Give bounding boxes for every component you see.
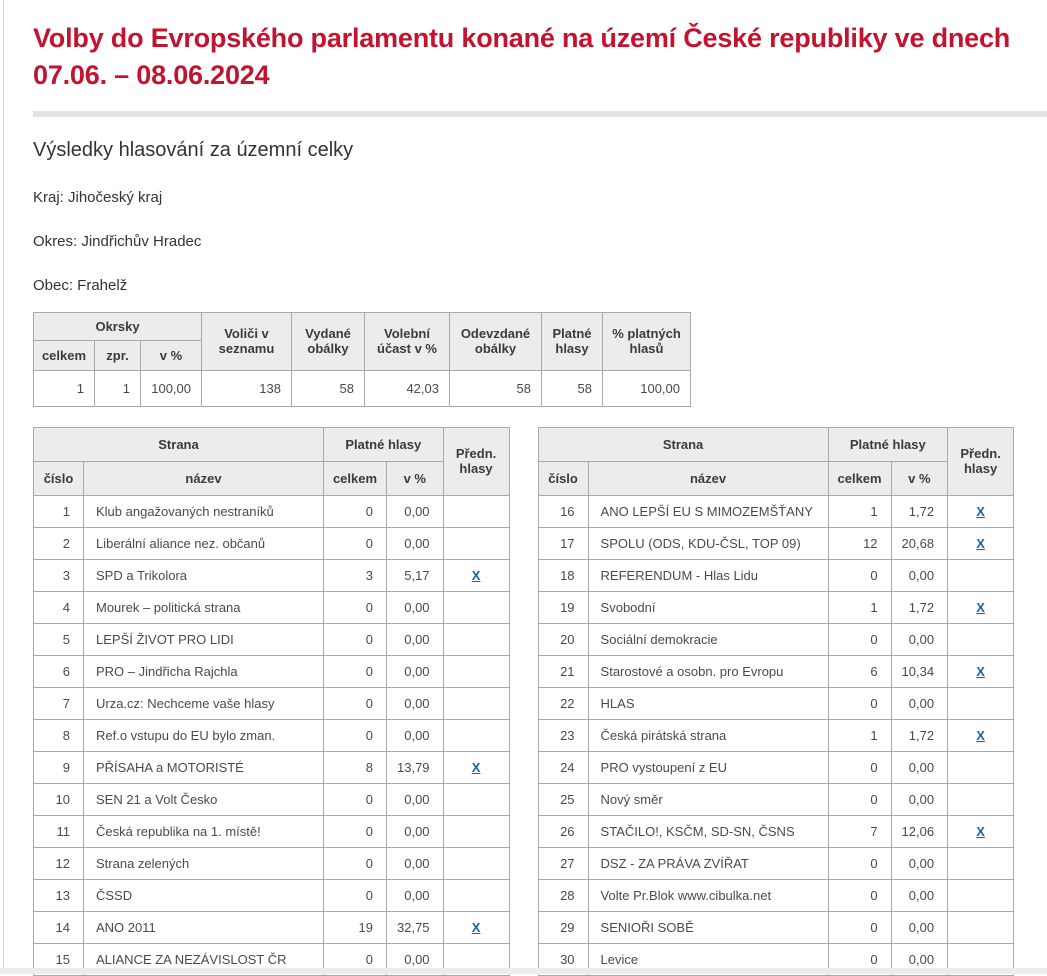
- cell-party-name: PRO – Jindřicha Rajchla: [84, 655, 324, 687]
- preferential-votes-link[interactable]: X: [976, 663, 985, 679]
- table-row: [538, 847, 1014, 879]
- cell-preferential-votes: [443, 719, 509, 751]
- cell-votes-percent: 0,00: [387, 879, 444, 911]
- cell-votes-percent: 0,00: [387, 527, 444, 559]
- cell-votes-total: 0: [828, 783, 891, 815]
- cell-party-number: 18: [538, 559, 588, 591]
- cell-preferential-votes: [948, 655, 1014, 687]
- cell-votes-percent: 0,00: [387, 623, 444, 655]
- cell-party-number: 9: [34, 751, 84, 783]
- page-title-line2: 07.06. – 08.06.2024: [33, 60, 270, 91]
- cell-votes-total: 0: [828, 623, 891, 655]
- cell-preferential-votes: [443, 815, 509, 847]
- cell-votes-total: 0: [324, 591, 387, 623]
- cell-odevzdane-obalky: 58: [450, 370, 542, 406]
- cell-party-number: 1: [34, 495, 84, 527]
- cell-votes-percent: 32,75: [387, 911, 444, 943]
- table-row: [538, 623, 1014, 655]
- col-header-celkem: celkem: [828, 461, 891, 495]
- cell-party-name: DSZ - ZA PRÁVA ZVÍŘAT: [588, 847, 828, 879]
- cell-preferential-votes: [948, 559, 1014, 591]
- preferential-votes-link[interactable]: X: [976, 535, 985, 551]
- cell-votes-total: 0: [324, 943, 387, 975]
- cell-votes-total: 6: [828, 655, 891, 687]
- cell-party-number: 11: [34, 815, 84, 847]
- cell-votes-percent: 0,00: [387, 655, 444, 687]
- cell-volici-v-seznamu: 138: [202, 370, 292, 406]
- table-row: [34, 815, 510, 847]
- summary-row: [34, 370, 691, 406]
- cell-volebni-ucast: 42,03: [365, 370, 450, 406]
- table-row: [538, 783, 1014, 815]
- cell-votes-percent: 0,00: [891, 751, 948, 783]
- cell-votes-total: 0: [828, 559, 891, 591]
- cell-votes-total: 0: [828, 687, 891, 719]
- cell-party-number: 24: [538, 751, 588, 783]
- cell-party-number: 3: [34, 559, 84, 591]
- cell-party-name: Klub angažovaných nestraníků: [84, 495, 324, 527]
- preferential-votes-link[interactable]: X: [471, 567, 481, 583]
- col-header-v-pct: v %: [891, 461, 948, 495]
- cell-party-name: Urza.cz: Nechceme vaše hlasy: [84, 687, 324, 719]
- cell-votes-total: 0: [828, 847, 891, 879]
- cell-preferential-votes: [443, 687, 509, 719]
- cell-votes-total: 0: [324, 623, 387, 655]
- cell-party-name: REFERENDUM - Hlas Lidu: [588, 559, 828, 591]
- cell-party-number: 7: [34, 687, 84, 719]
- table-row: [538, 527, 1014, 559]
- col-header-platne-hlasy: Platné hlasy: [828, 427, 948, 461]
- page-edge-bottom-decoration: [0, 968, 1047, 974]
- cell-votes-total: 12: [828, 527, 891, 559]
- cell-party-number: 26: [538, 815, 588, 847]
- table-row: [34, 879, 510, 911]
- cell-party-name: Sociální demokracie: [588, 623, 828, 655]
- cell-preferential-votes: [443, 495, 509, 527]
- cell-party-name: SEN 21 a Volt Česko: [84, 783, 324, 815]
- cell-preferential-votes: [948, 847, 1014, 879]
- cell-votes-total: 1: [828, 591, 891, 623]
- table-row: [538, 559, 1014, 591]
- col-header-pct-platnych-hlasu: % platných hlasů: [603, 312, 691, 370]
- cell-votes-total: 0: [324, 783, 387, 815]
- cell-votes-total: 0: [324, 879, 387, 911]
- table-row: [34, 847, 510, 879]
- cell-votes-percent: 12,06: [891, 815, 948, 847]
- cell-preferential-votes: [948, 495, 1014, 527]
- cell-preferential-votes: [443, 655, 509, 687]
- cell-party-name: Liberální aliance nez. občanů: [84, 527, 324, 559]
- cell-preferential-votes: [443, 879, 509, 911]
- cell-votes-total: 1: [828, 719, 891, 751]
- cell-votes-percent: 0,00: [891, 623, 948, 655]
- cell-pct-platnych-hlasu: 100,00: [603, 370, 691, 406]
- cell-preferential-votes: [948, 879, 1014, 911]
- cell-preferential-votes: [443, 623, 509, 655]
- cell-votes-percent: 1,72: [891, 591, 948, 623]
- region-okres: Okres: Jindřichův Hradec: [33, 232, 202, 250]
- cell-party-number: 19: [538, 591, 588, 623]
- table-row: [538, 719, 1014, 751]
- region-kraj: Kraj: Jihočeský kraj: [33, 188, 163, 206]
- cell-party-name: STAČILO!, KSČM, SD-SN, ČSNS: [588, 815, 828, 847]
- table-row: [538, 591, 1014, 623]
- cell-preferential-votes: [443, 751, 509, 783]
- table-row: [34, 783, 510, 815]
- col-header-volici-v-seznamu: Voliči v seznamu: [202, 312, 292, 370]
- cell-votes-total: 0: [828, 879, 891, 911]
- page-title: [33, 20, 1047, 95]
- cell-party-name: PŘÍSAHA a MOTORISTÉ: [84, 751, 324, 783]
- cell-party-name: SENIOŘI SOBĚ: [588, 911, 828, 943]
- cell-party-name: Ref.o vstupu do EU bylo zman.: [84, 719, 324, 751]
- cell-party-number: 23: [538, 719, 588, 751]
- col-header-okrsky-zpr: zpr.: [95, 340, 141, 370]
- cell-party-name: ČSSD: [84, 879, 324, 911]
- cell-platne-hlasy: 58: [542, 370, 603, 406]
- cell-party-name: Strana zelených: [84, 847, 324, 879]
- cell-party-name: LEPŠÍ ŽIVOT PRO LIDI: [84, 623, 324, 655]
- table-row: [34, 495, 510, 527]
- col-header-v-pct: v %: [387, 461, 444, 495]
- cell-votes-percent: 20,68: [891, 527, 948, 559]
- cell-party-number: 2: [34, 527, 84, 559]
- col-header-nazev: název: [84, 461, 324, 495]
- cell-votes-total: 0: [828, 911, 891, 943]
- col-header-odevzdane-obalky: Odevzdané obálky: [450, 312, 542, 370]
- cell-preferential-votes: [948, 783, 1014, 815]
- col-header-strana: Strana: [538, 427, 828, 461]
- col-header-predn-hlasy: Předn. hlasy: [948, 427, 1014, 495]
- table-row: [538, 879, 1014, 911]
- col-header-celkem: celkem: [324, 461, 387, 495]
- cell-votes-percent: 0,00: [387, 495, 444, 527]
- cell-preferential-votes: [948, 527, 1014, 559]
- cell-votes-percent: 0,00: [387, 847, 444, 879]
- cell-votes-percent: 10,34: [891, 655, 948, 687]
- cell-party-name: Česká pirátská strana: [588, 719, 828, 751]
- cell-party-number: 29: [538, 911, 588, 943]
- cell-party-number: 30: [538, 943, 588, 975]
- cell-party-name: Nový směr: [588, 783, 828, 815]
- table-row: [538, 815, 1014, 847]
- cell-party-name: Mourek – politická strana: [84, 591, 324, 623]
- cell-votes-total: 0: [324, 687, 387, 719]
- cell-preferential-votes: [948, 591, 1014, 623]
- cell-party-number: 4: [34, 591, 84, 623]
- col-header-cislo: číslo: [538, 461, 588, 495]
- cell-okrsky-zpr: 1: [95, 370, 141, 406]
- cell-votes-total: 19: [324, 911, 387, 943]
- cell-party-number: 21: [538, 655, 588, 687]
- table-row: [34, 559, 510, 591]
- cell-party-number: 16: [538, 495, 588, 527]
- cell-party-name: ALIANCE ZA NEZÁVISLOST ČR: [84, 943, 324, 975]
- cell-votes-total: 0: [324, 719, 387, 751]
- preferential-votes-link[interactable]: X: [976, 823, 985, 839]
- cell-party-number: 22: [538, 687, 588, 719]
- cell-party-name: HLAS: [588, 687, 828, 719]
- party-table-left: [33, 427, 510, 976]
- table-row: [538, 751, 1014, 783]
- cell-preferential-votes: [948, 687, 1014, 719]
- cell-preferential-votes: [443, 783, 509, 815]
- cell-preferential-votes: [948, 751, 1014, 783]
- cell-votes-total: 8: [324, 751, 387, 783]
- cell-votes-total: 0: [828, 751, 891, 783]
- cell-votes-percent: 0,00: [891, 943, 948, 975]
- table-row: [34, 719, 510, 751]
- col-header-volebni-ucast: Volební účast v %: [365, 312, 450, 370]
- cell-votes-percent: 0,00: [891, 911, 948, 943]
- cell-party-name: Česká republika na 1. místě!: [84, 815, 324, 847]
- summary-table: [33, 312, 691, 407]
- cell-votes-percent: 0,00: [387, 687, 444, 719]
- cell-party-number: 8: [34, 719, 84, 751]
- preferential-votes-link[interactable]: X: [976, 503, 985, 519]
- horizontal-rule: [33, 111, 1047, 117]
- preferential-votes-link[interactable]: X: [976, 727, 985, 743]
- cell-votes-total: 0: [324, 495, 387, 527]
- col-header-okrsky-celkem: celkem: [34, 340, 95, 370]
- cell-preferential-votes: [443, 911, 509, 943]
- cell-preferential-votes: [948, 815, 1014, 847]
- table-row: [538, 655, 1014, 687]
- col-header-okrsky: Okrsky: [34, 312, 202, 340]
- col-header-platne-hlasy: Platné hlasy: [542, 312, 603, 370]
- table-row: [34, 911, 510, 943]
- cell-votes-total: 3: [324, 559, 387, 591]
- table-row: [34, 623, 510, 655]
- cell-party-number: 27: [538, 847, 588, 879]
- cell-party-number: 6: [34, 655, 84, 687]
- cell-votes-total: 0: [324, 527, 387, 559]
- cell-votes-total: 7: [828, 815, 891, 847]
- cell-party-name: SPD a Trikolora: [84, 559, 324, 591]
- preferential-votes-link[interactable]: X: [471, 919, 481, 935]
- cell-votes-percent: 0,00: [387, 815, 444, 847]
- cell-votes-percent: 13,79: [387, 751, 444, 783]
- cell-votes-total: 0: [324, 815, 387, 847]
- cell-party-number: 14: [34, 911, 84, 943]
- cell-preferential-votes: [443, 847, 509, 879]
- cell-preferential-votes: [443, 527, 509, 559]
- col-header-nazev: název: [588, 461, 828, 495]
- party-table-right: [538, 427, 1015, 976]
- cell-votes-percent: 0,00: [891, 559, 948, 591]
- col-header-platne-hlasy: Platné hlasy: [324, 427, 444, 461]
- preferential-votes-link[interactable]: X: [471, 759, 481, 775]
- cell-votes-percent: 1,72: [891, 719, 948, 751]
- col-header-strana: Strana: [34, 427, 324, 461]
- cell-votes-percent: 0,00: [891, 879, 948, 911]
- cell-party-name: SPOLU (ODS, KDU-ČSL, TOP 09): [588, 527, 828, 559]
- cell-party-number: 17: [538, 527, 588, 559]
- cell-preferential-votes: [948, 911, 1014, 943]
- cell-party-name: ANO LEPŠÍ EU S MIMOZEMŠŤANY: [588, 495, 828, 527]
- table-row: [34, 687, 510, 719]
- cell-party-number: 28: [538, 879, 588, 911]
- cell-votes-percent: 5,17: [387, 559, 444, 591]
- region-obec: Obec: Frahelž: [33, 276, 128, 294]
- cell-votes-total: 0: [324, 847, 387, 879]
- table-row: [538, 911, 1014, 943]
- cell-party-number: 15: [34, 943, 84, 975]
- cell-votes-percent: 0,00: [387, 719, 444, 751]
- page-title-line1: Volby do Evropského parlamentu konané na území České republiky ve dnech: [33, 23, 1011, 53]
- cell-party-name: Svobodní: [588, 591, 828, 623]
- cell-vydane-obalky: 58: [292, 370, 365, 406]
- cell-preferential-votes: [948, 623, 1014, 655]
- col-header-cislo: číslo: [34, 461, 84, 495]
- cell-votes-percent: 0,00: [387, 943, 444, 975]
- party-tables-container: [33, 427, 1047, 976]
- table-row: [34, 751, 510, 783]
- cell-party-name: PRO vystoupení z EU: [588, 751, 828, 783]
- cell-votes-percent: 0,00: [387, 591, 444, 623]
- table-row: [34, 591, 510, 623]
- cell-party-number: 25: [538, 783, 588, 815]
- preferential-votes-link[interactable]: X: [976, 599, 985, 615]
- cell-votes-percent: 1,72: [891, 495, 948, 527]
- cell-votes-percent: 0,00: [891, 847, 948, 879]
- cell-party-name: Volte Pr.Blok www.cibulka.net: [588, 879, 828, 911]
- cell-party-name: Starostové a osobn. pro Evropu: [588, 655, 828, 687]
- cell-preferential-votes: [948, 719, 1014, 751]
- cell-party-number: 13: [34, 879, 84, 911]
- cell-okrsky-v-pct: 100,00: [141, 370, 202, 406]
- cell-party-name: Levice: [588, 943, 828, 975]
- cell-party-number: 5: [34, 623, 84, 655]
- table-row: [34, 655, 510, 687]
- cell-party-number: 10: [34, 783, 84, 815]
- section-subtitle: Výsledky hlasování za územní celky: [33, 138, 354, 161]
- page-edge-left-decoration: [3, 0, 4, 974]
- col-header-vydane-obalky: Vydané obálky: [292, 312, 365, 370]
- table-row: [538, 687, 1014, 719]
- cell-party-number: 12: [34, 847, 84, 879]
- cell-votes-percent: 0,00: [891, 783, 948, 815]
- cell-party-number: 20: [538, 623, 588, 655]
- cell-preferential-votes: [443, 591, 509, 623]
- cell-party-name: ANO 2011: [84, 911, 324, 943]
- cell-votes-percent: 0,00: [387, 783, 444, 815]
- col-header-predn-hlasy: Předn. hlasy: [443, 427, 509, 495]
- table-row: [538, 495, 1014, 527]
- table-row: [34, 527, 510, 559]
- col-header-okrsky-v-pct: v %: [141, 340, 202, 370]
- cell-preferential-votes: [443, 559, 509, 591]
- cell-votes-percent: 0,00: [891, 687, 948, 719]
- cell-votes-total: 0: [324, 655, 387, 687]
- cell-votes-total: 0: [828, 943, 891, 975]
- cell-okrsky-celkem: 1: [34, 370, 95, 406]
- cell-votes-total: 1: [828, 495, 891, 527]
